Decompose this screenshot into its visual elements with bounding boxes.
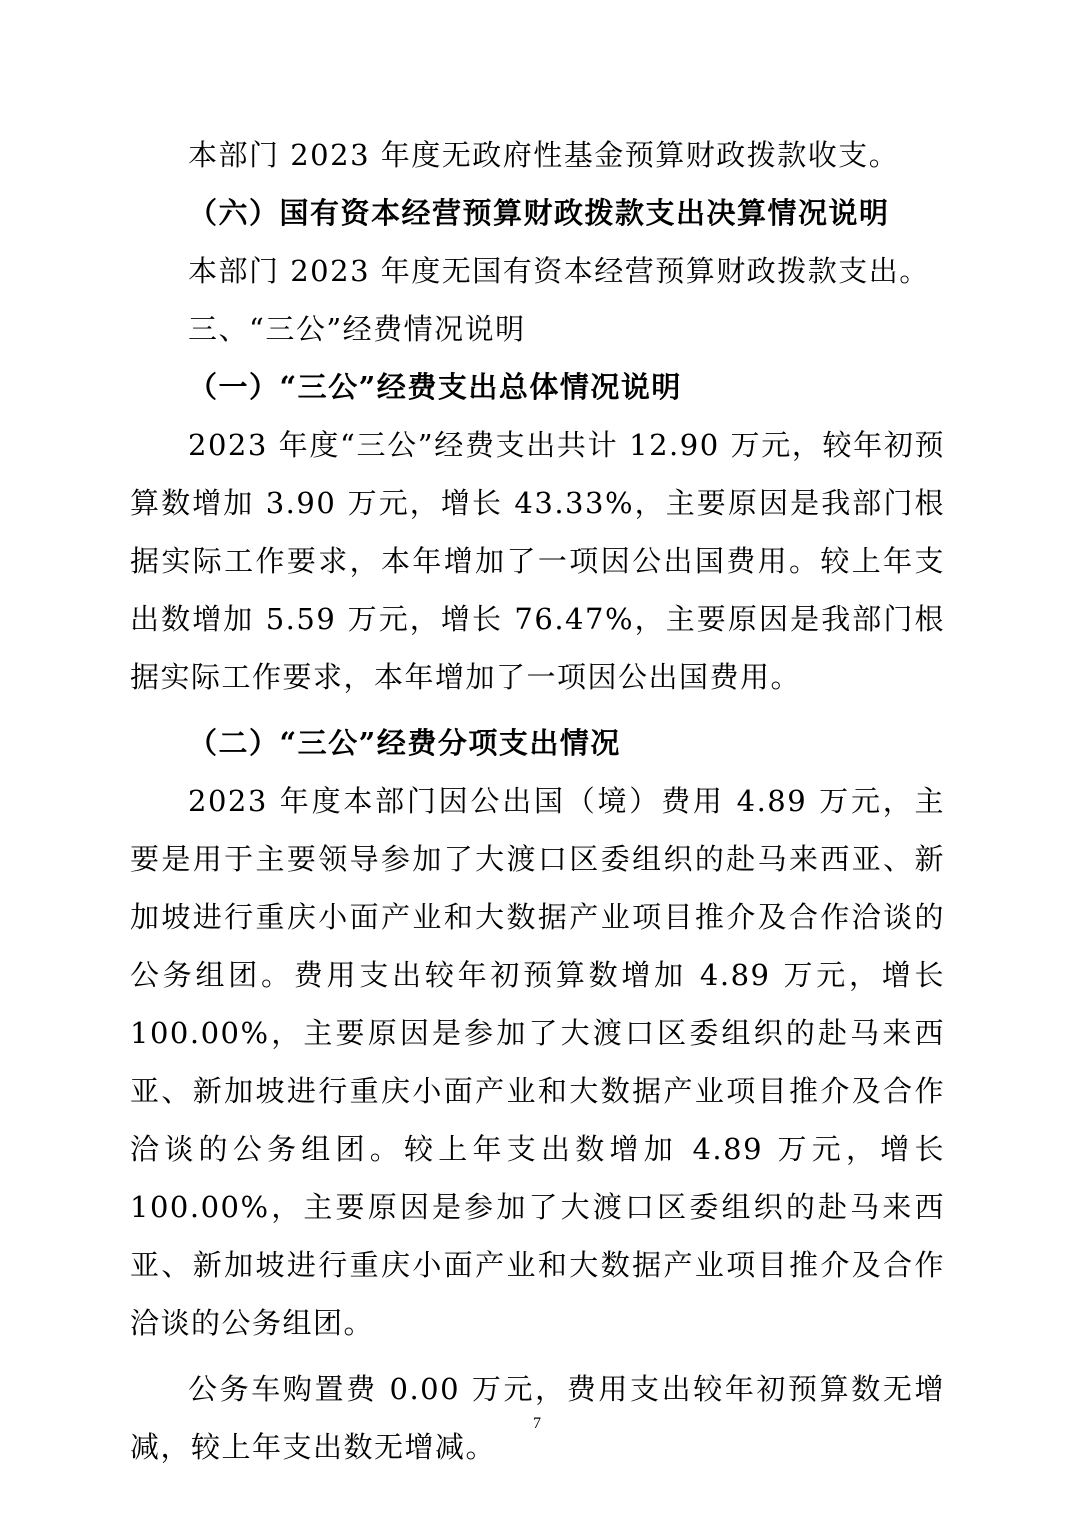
paragraph-overseas-travel-expenses: 2023 年度本部门因公出国（境）费用 4.89 万元，主要是用于主要领导参加了大渡口区委组织的赴马来西亚、新加坡进行重庆小面产业和大数据产业项目推介及合作洽谈的公务组团。费用支出较年初预算数增加 4.89 万元，增长 100.00%，主要原因是参加了大渡口区委组织的赴马来西亚、新加坡进行重庆小面产业和大数据产业项目推介及合作洽谈的公务组团。较上年支出数增加 4.89 万元，增长 100.00%，主要原因是参加了大渡口区委组织的赴马来西亚、新加坡进行重庆小面产业和大数据产业项目推介及合作洽谈的公务组团。 — [130, 784, 945, 1340]
paragraph-no-state-capital-expense: 本部门 2023 年度无国有资本经营预算财政拨款支出。 — [188, 254, 930, 288]
paragraph-overall-expenses: 2023 年度“三公”经费支出共计 12.90 万元，较年初预算数增加 3.90 万元，增长 43.33%，主要原因是我部门根据实际工作要求，本年增加了一项因公出国费用。较上年支出数增加 5.59 万元，增长 76.47%，主要原因是我部门根据实际工作要求，本年增加了一项因公出国费用。 — [130, 428, 945, 694]
paragraph-no-government-fund: 本部门 2023 年度无政府性基金预算财政拨款收支。 — [188, 138, 900, 172]
document-body — [130, 126, 945, 1476]
heading-three-public-expenses: 三、“三公”经费情况说明 — [188, 312, 526, 346]
paragraph-vehicle-purchase-expenses: 公务车购置费 0.00 万元，费用支出较年初预算数无增减，较上年支出数无增减。 — [130, 1372, 945, 1464]
page-number: 7 — [533, 1415, 541, 1432]
heading-itemized-expenses: （二）“三公”经费分项支出情况 — [188, 726, 621, 760]
heading-overall-expenses: （一）“三公”经费支出总体情况说明 — [188, 370, 682, 404]
heading-state-capital-budget: （六）国有资本经营预算财政拨款支出决算情况说明 — [188, 196, 890, 230]
